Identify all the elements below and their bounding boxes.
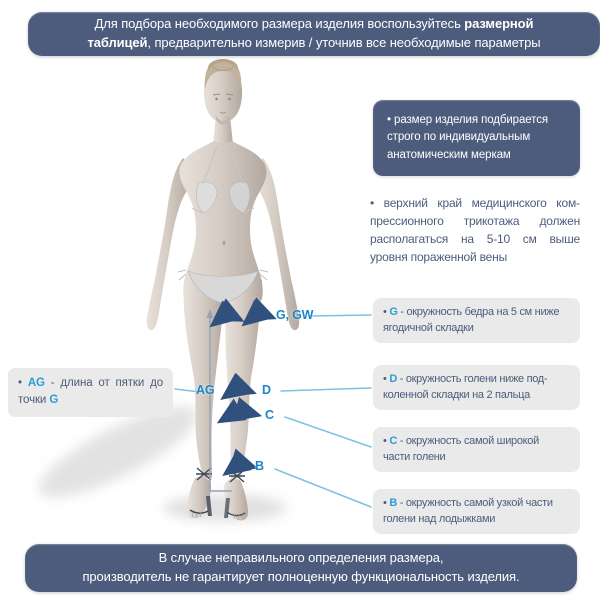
d-measure-note bbox=[373, 365, 580, 410]
bottom-banner bbox=[25, 544, 577, 592]
label-c: C bbox=[265, 408, 274, 422]
label-d: D bbox=[262, 383, 271, 397]
g-code: G bbox=[389, 306, 398, 318]
upper-edge-note bbox=[370, 194, 580, 266]
top-banner-bold2: таблицей bbox=[87, 35, 148, 50]
note-line-2: коленной складки на 2 пальца bbox=[383, 388, 530, 401]
note-line-1: • B - окружность самой узкой части bbox=[383, 497, 553, 509]
note-line-2: голени над лодыжками bbox=[383, 512, 496, 525]
note-line-2: ягодичной складки bbox=[383, 321, 474, 334]
bottom-banner-line1: В случае неправильного определения размера, bbox=[158, 550, 444, 566]
individual-fit-text: • размер изделия подбирается строго по индивидуальным анатомическим меркам bbox=[387, 114, 548, 161]
top-banner-text bbox=[42, 15, 586, 53]
ag-code: AG bbox=[27, 377, 45, 389]
b-code: B bbox=[389, 497, 397, 509]
top-banner-line2 bbox=[42, 34, 586, 53]
label-b: B bbox=[255, 459, 264, 473]
ag-measure-note: • AG - длина от пятки до точки G bbox=[8, 368, 173, 417]
g-measure-note bbox=[373, 298, 580, 343]
b-measure-note bbox=[373, 489, 580, 534]
individual-fit-note bbox=[373, 100, 580, 176]
top-banner-seg2: , предварительно измерив / уточнив все необходимые параметры bbox=[147, 35, 541, 50]
note-line-2: части голени bbox=[383, 450, 446, 463]
bottom-banner-line2: производитель не гарантирует полноценную функциональность изделия. bbox=[82, 569, 520, 584]
note-line-1: • D - окружность голени ниже под- bbox=[383, 373, 548, 385]
d-code: D bbox=[389, 373, 397, 385]
label-g-gw: G, GW bbox=[276, 308, 314, 322]
note-line-1: • C - окружность самой широкой bbox=[383, 435, 539, 447]
c-measure-note bbox=[373, 427, 580, 472]
top-banner-bold1: размерной bbox=[464, 16, 534, 32]
c-code: C bbox=[389, 435, 397, 447]
note-line-1: • G - окружность бедра на 5 см ниже bbox=[383, 306, 560, 318]
mannequin bbox=[147, 59, 300, 521]
ag-g-code: G bbox=[49, 394, 59, 407]
upper-edge-text: • верхний край медицинского компрессионного трикотажа должен располагаться на 5-10 см выше уровня пораженной вены bbox=[370, 196, 580, 264]
top-banner bbox=[28, 12, 600, 56]
label-ag: AG bbox=[196, 383, 215, 397]
top-banner-seg1: Для подбора необходимого размера изделия воспользуйтесь bbox=[94, 16, 465, 32]
